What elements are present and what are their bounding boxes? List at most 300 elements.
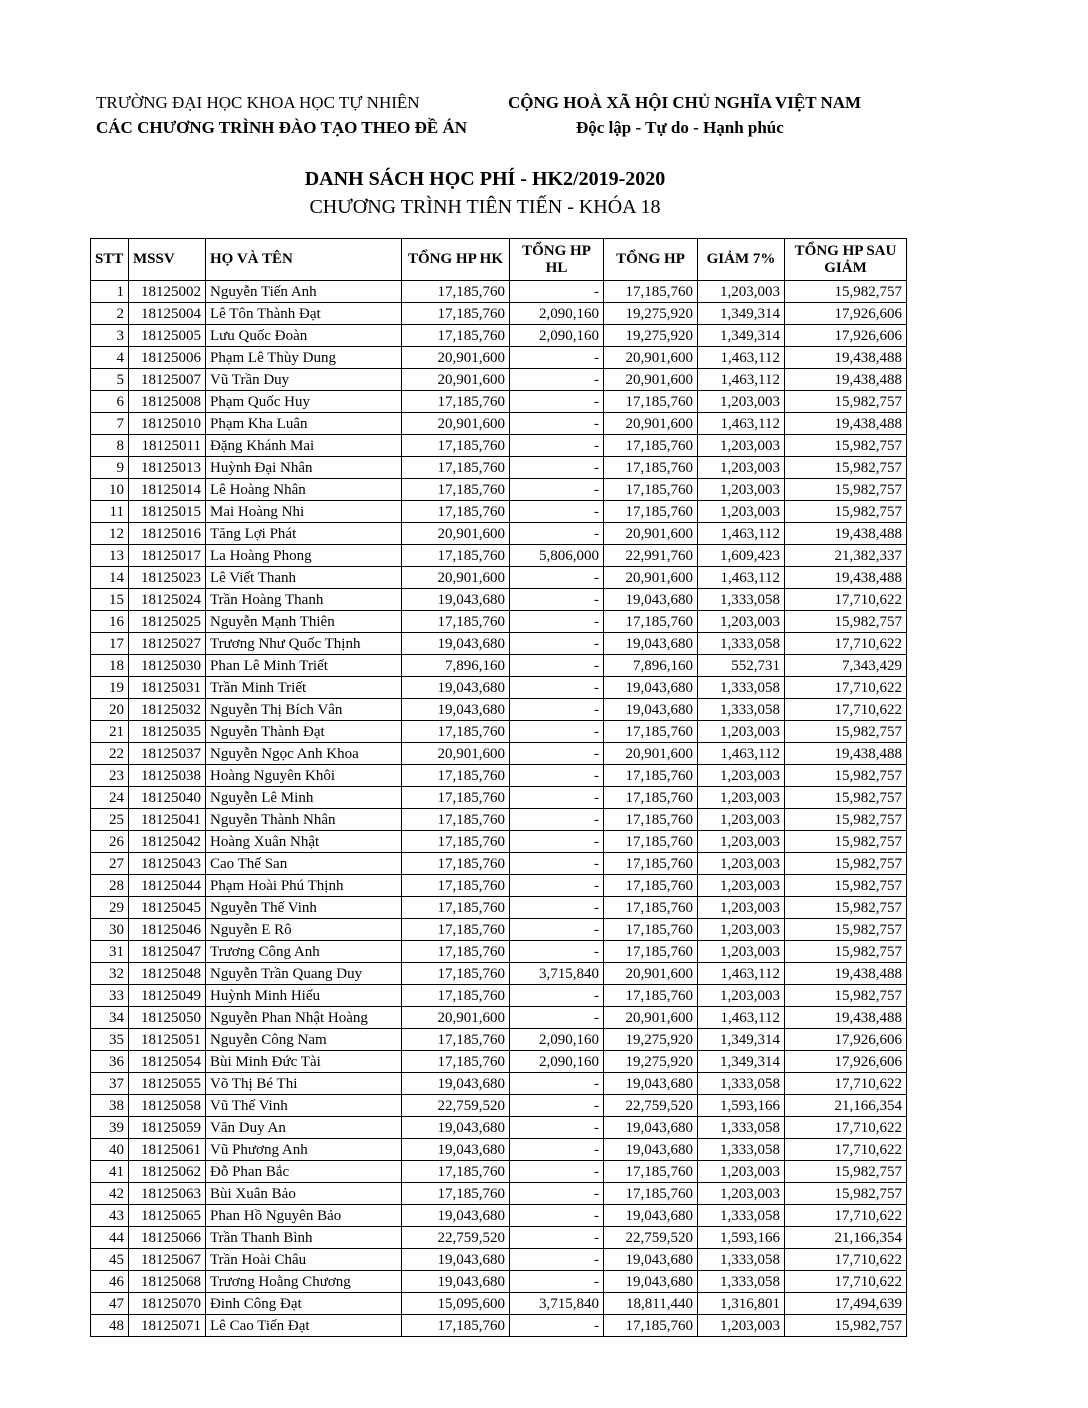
cell-tong-hp-hk: 7,896,160 [402, 655, 510, 677]
cell-mssv: 18125043 [129, 853, 206, 875]
cell-name: Bùi Minh Đức Tài [206, 1051, 402, 1073]
cell-giam: 1,333,058 [698, 1249, 785, 1271]
cell-name: Mai Hoàng Nhi [206, 501, 402, 523]
cell-tong-hp-hl: - [510, 1007, 604, 1029]
cell-name: Nguyễn Thành Nhân [206, 809, 402, 831]
cell-mssv: 18125046 [129, 919, 206, 941]
cell-stt: 43 [91, 1205, 129, 1227]
cell-tong-hp-sau-giam: 15,982,757 [785, 721, 907, 743]
cell-mssv: 18125016 [129, 523, 206, 545]
cell-tong-hp-sau-giam: 19,438,488 [785, 743, 907, 765]
cell-tong-hp: 20,901,600 [604, 1007, 698, 1029]
cell-tong-hp-sau-giam: 15,982,757 [785, 875, 907, 897]
cell-stt: 33 [91, 985, 129, 1007]
cell-stt: 47 [91, 1293, 129, 1315]
cell-tong-hp: 19,043,680 [604, 1117, 698, 1139]
cell-giam: 1,463,112 [698, 1007, 785, 1029]
cell-tong-hp-hk: 17,185,760 [402, 501, 510, 523]
cell-mssv: 18125048 [129, 963, 206, 985]
cell-tong-hp-hl: - [510, 699, 604, 721]
cell-mssv: 18125027 [129, 633, 206, 655]
cell-tong-hp-sau-giam: 15,982,757 [785, 435, 907, 457]
cell-tong-hp-hl: - [510, 1249, 604, 1271]
cell-tong-hp: 17,185,760 [604, 897, 698, 919]
cell-stt: 23 [91, 765, 129, 787]
table-row [91, 501, 907, 523]
cell-mssv: 18125067 [129, 1249, 206, 1271]
cell-giam: 1,203,003 [698, 809, 785, 831]
cell-giam: 1,463,112 [698, 963, 785, 985]
cell-mssv: 18125004 [129, 303, 206, 325]
cell-mssv: 18125024 [129, 589, 206, 611]
tuition-table [90, 238, 907, 1337]
cell-giam: 1,593,166 [698, 1095, 785, 1117]
cell-mssv: 18125063 [129, 1183, 206, 1205]
cell-giam: 1,203,003 [698, 875, 785, 897]
cell-tong-hp-sau-giam: 15,982,757 [785, 1161, 907, 1183]
cell-tong-hp: 19,275,920 [604, 1029, 698, 1051]
cell-giam: 1,203,003 [698, 985, 785, 1007]
cell-stt: 42 [91, 1183, 129, 1205]
document-subtitle: CHƯƠNG TRÌNH TIÊN TIẾN - KHÓA 18 [309, 196, 661, 218]
cell-name: Nguyễn Thế Vinh [206, 897, 402, 919]
cell-mssv: 18125005 [129, 325, 206, 347]
cell-name: Lê Tôn Thành Đạt [206, 303, 402, 325]
cell-tong-hp-hk: 19,043,680 [402, 677, 510, 699]
cell-name: Văn Duy An [206, 1117, 402, 1139]
cell-stt: 24 [91, 787, 129, 809]
cell-tong-hp-hk: 19,043,680 [402, 633, 510, 655]
cell-tong-hp: 20,901,600 [604, 567, 698, 589]
cell-name: Huỳnh Minh Hiếu [206, 985, 402, 1007]
cell-stt: 31 [91, 941, 129, 963]
header-tong-hp-sau-giam: TỔNG HP SAU GIẢM [785, 239, 907, 281]
cell-stt: 34 [91, 1007, 129, 1029]
cell-mssv: 18125013 [129, 457, 206, 479]
table-row [91, 303, 907, 325]
cell-tong-hp-hk: 20,901,600 [402, 413, 510, 435]
cell-stt: 8 [91, 435, 129, 457]
cell-giam: 1,349,314 [698, 1051, 785, 1073]
cell-tong-hp-hl: - [510, 1227, 604, 1249]
cell-tong-hp-sau-giam: 15,982,757 [785, 985, 907, 1007]
table-row [91, 435, 907, 457]
cell-tong-hp: 22,991,760 [604, 545, 698, 567]
cell-stt: 2 [91, 303, 129, 325]
cell-name: Lê Cao Tiến Đạt [206, 1315, 402, 1337]
cell-tong-hp-sau-giam: 17,710,622 [785, 1117, 907, 1139]
header-stt: STT [91, 239, 129, 281]
cell-tong-hp-sau-giam: 21,166,354 [785, 1227, 907, 1249]
cell-tong-hp: 20,901,600 [604, 413, 698, 435]
cell-tong-hp: 17,185,760 [604, 787, 698, 809]
cell-tong-hp-sau-giam: 15,982,757 [785, 501, 907, 523]
cell-giam: 1,609,423 [698, 545, 785, 567]
cell-tong-hp: 19,043,680 [604, 1139, 698, 1161]
cell-tong-hp-sau-giam: 17,926,606 [785, 303, 907, 325]
table-row [91, 1271, 907, 1293]
cell-tong-hp-sau-giam: 15,982,757 [785, 479, 907, 501]
cell-mssv: 18125008 [129, 391, 206, 413]
cell-tong-hp: 20,901,600 [604, 347, 698, 369]
cell-giam: 1,333,058 [698, 1073, 785, 1095]
cell-tong-hp-hk: 17,185,760 [402, 611, 510, 633]
cell-giam: 552,731 [698, 655, 785, 677]
program-name: CÁC CHƯƠNG TRÌNH ĐÀO TẠO THEO ĐỀ ÁN [96, 118, 468, 137]
cell-tong-hp-hl: - [510, 1139, 604, 1161]
table-row [91, 391, 907, 413]
cell-mssv: 18125037 [129, 743, 206, 765]
table-row [91, 809, 907, 831]
header-mssv: MSSV [129, 239, 206, 281]
table-row [91, 1007, 907, 1029]
table-row [91, 919, 907, 941]
cell-tong-hp: 20,901,600 [604, 963, 698, 985]
cell-mssv: 18125047 [129, 941, 206, 963]
cell-mssv: 18125025 [129, 611, 206, 633]
table-row [91, 655, 907, 677]
cell-giam: 1,333,058 [698, 1139, 785, 1161]
cell-tong-hp-hk: 17,185,760 [402, 765, 510, 787]
cell-tong-hp: 17,185,760 [604, 391, 698, 413]
cell-giam: 1,349,314 [698, 303, 785, 325]
cell-tong-hp-hl: - [510, 831, 604, 853]
cell-tong-hp-hk: 22,759,520 [402, 1227, 510, 1249]
cell-stt: 25 [91, 809, 129, 831]
cell-giam: 1,463,112 [698, 369, 785, 391]
cell-tong-hp-hk: 19,043,680 [402, 1271, 510, 1293]
table-row [91, 1227, 907, 1249]
table-row [91, 963, 907, 985]
cell-tong-hp-hl: - [510, 611, 604, 633]
cell-mssv: 18125010 [129, 413, 206, 435]
cell-tong-hp-hk: 17,185,760 [402, 787, 510, 809]
cell-stt: 10 [91, 479, 129, 501]
cell-tong-hp: 17,185,760 [604, 919, 698, 941]
cell-mssv: 18125044 [129, 875, 206, 897]
cell-giam: 1,333,058 [698, 589, 785, 611]
cell-name: Đinh Công Đạt [206, 1293, 402, 1315]
cell-tong-hp-hk: 19,043,680 [402, 1205, 510, 1227]
cell-tong-hp: 17,185,760 [604, 765, 698, 787]
cell-name: Võ Thị Bé Thi [206, 1073, 402, 1095]
cell-name: Nguyễn E Rô [206, 919, 402, 941]
cell-name: Trần Thanh Bình [206, 1227, 402, 1249]
cell-stt: 17 [91, 633, 129, 655]
cell-tong-hp-hk: 17,185,760 [402, 325, 510, 347]
cell-stt: 39 [91, 1117, 129, 1139]
cell-tong-hp-sau-giam: 19,438,488 [785, 567, 907, 589]
cell-mssv: 18125002 [129, 281, 206, 303]
cell-tong-hp-hl: - [510, 919, 604, 941]
cell-stt: 6 [91, 391, 129, 413]
cell-tong-hp-sau-giam: 19,438,488 [785, 523, 907, 545]
cell-name: Nguyễn Trần Quang Duy [206, 963, 402, 985]
cell-stt: 32 [91, 963, 129, 985]
cell-giam: 1,203,003 [698, 1161, 785, 1183]
cell-tong-hp: 18,811,440 [604, 1293, 698, 1315]
table-row [91, 1073, 907, 1095]
header-name: HỌ VÀ TÊN [206, 239, 402, 281]
cell-name: Nguyễn Thị Bích Vân [206, 699, 402, 721]
cell-giam: 1,333,058 [698, 677, 785, 699]
cell-name: Nguyễn Ngọc Anh Khoa [206, 743, 402, 765]
cell-tong-hp: 22,759,520 [604, 1095, 698, 1117]
cell-mssv: 18125038 [129, 765, 206, 787]
cell-tong-hp: 19,275,920 [604, 303, 698, 325]
header-giam: GIẢM 7% [698, 239, 785, 281]
header-tong-hp: TỔNG HP [604, 239, 698, 281]
cell-stt: 3 [91, 325, 129, 347]
cell-tong-hp-hk: 19,043,680 [402, 1117, 510, 1139]
cell-giam: 1,593,166 [698, 1227, 785, 1249]
cell-giam: 1,203,003 [698, 853, 785, 875]
cell-tong-hp-hl: 5,806,000 [510, 545, 604, 567]
table-row [91, 281, 907, 303]
cell-tong-hp: 19,275,920 [604, 1051, 698, 1073]
table-row [91, 589, 907, 611]
cell-stt: 28 [91, 875, 129, 897]
cell-stt: 35 [91, 1029, 129, 1051]
cell-stt: 20 [91, 699, 129, 721]
cell-tong-hp-sau-giam: 19,438,488 [785, 347, 907, 369]
cell-name: Trần Hoài Châu [206, 1249, 402, 1271]
cell-tong-hp-hl: - [510, 347, 604, 369]
cell-giam: 1,463,112 [698, 413, 785, 435]
cell-name: Nguyễn Công Nam [206, 1029, 402, 1051]
cell-tong-hp: 7,896,160 [604, 655, 698, 677]
cell-tong-hp: 19,043,680 [604, 1271, 698, 1293]
cell-tong-hp-sau-giam: 15,982,757 [785, 853, 907, 875]
cell-giam: 1,333,058 [698, 633, 785, 655]
cell-tong-hp: 20,901,600 [604, 743, 698, 765]
header-tong-hp-hl: TỔNG HP HL [510, 239, 604, 281]
cell-tong-hp-sau-giam: 15,982,757 [785, 281, 907, 303]
table-row [91, 743, 907, 765]
table-row [91, 545, 907, 567]
cell-giam: 1,463,112 [698, 567, 785, 589]
cell-mssv: 18125023 [129, 567, 206, 589]
cell-tong-hp: 17,185,760 [604, 985, 698, 1007]
cell-name: Phạm Hoài Phú Thịnh [206, 875, 402, 897]
cell-tong-hp-hk: 20,901,600 [402, 369, 510, 391]
cell-tong-hp-hl: - [510, 479, 604, 501]
table-row [91, 1161, 907, 1183]
cell-tong-hp: 17,185,760 [604, 1315, 698, 1337]
cell-name: Đỗ Phan Bắc [206, 1161, 402, 1183]
cell-tong-hp-hl: - [510, 1315, 604, 1337]
cell-stt: 19 [91, 677, 129, 699]
cell-tong-hp-hl: 2,090,160 [510, 1051, 604, 1073]
cell-tong-hp-sau-giam: 17,710,622 [785, 1073, 907, 1095]
cell-stt: 16 [91, 611, 129, 633]
cell-tong-hp: 17,185,760 [604, 457, 698, 479]
cell-tong-hp-hl: - [510, 391, 604, 413]
table-row [91, 369, 907, 391]
cell-mssv: 18125007 [129, 369, 206, 391]
cell-mssv: 18125068 [129, 1271, 206, 1293]
cell-tong-hp: 19,275,920 [604, 325, 698, 347]
cell-name: Phạm Kha Luân [206, 413, 402, 435]
cell-tong-hp-hl: - [510, 1183, 604, 1205]
cell-tong-hp-hk: 17,185,760 [402, 303, 510, 325]
cell-giam: 1,203,003 [698, 281, 785, 303]
table-row [91, 831, 907, 853]
table-row [91, 567, 907, 589]
table-row [91, 633, 907, 655]
cell-tong-hp-hl: - [510, 1095, 604, 1117]
cell-tong-hp-hl: - [510, 1271, 604, 1293]
cell-tong-hp: 19,043,680 [604, 589, 698, 611]
cell-stt: 44 [91, 1227, 129, 1249]
cell-tong-hp-hl: - [510, 281, 604, 303]
cell-tong-hp-sau-giam: 17,710,622 [785, 1271, 907, 1293]
cell-stt: 26 [91, 831, 129, 853]
cell-tong-hp-sau-giam: 17,710,622 [785, 589, 907, 611]
cell-mssv: 18125045 [129, 897, 206, 919]
cell-giam: 1,203,003 [698, 479, 785, 501]
university-name: TRƯỜNG ĐẠI HỌC KHOA HỌC TỰ NHIÊN [96, 93, 420, 112]
cell-tong-hp-hk: 22,759,520 [402, 1095, 510, 1117]
cell-stt: 38 [91, 1095, 129, 1117]
table-row [91, 941, 907, 963]
cell-tong-hp-sau-giam: 21,166,354 [785, 1095, 907, 1117]
cell-mssv: 18125062 [129, 1161, 206, 1183]
cell-name: Lưu Quốc Đoàn [206, 325, 402, 347]
motto: Độc lập - Tự do - Hạnh phúc [576, 118, 784, 137]
table-row [91, 325, 907, 347]
cell-stt: 13 [91, 545, 129, 567]
table-row [91, 611, 907, 633]
cell-tong-hp-hk: 19,043,680 [402, 589, 510, 611]
cell-stt: 46 [91, 1271, 129, 1293]
cell-tong-hp-sau-giam: 19,438,488 [785, 413, 907, 435]
cell-tong-hp: 17,185,760 [604, 611, 698, 633]
cell-stt: 48 [91, 1315, 129, 1337]
cell-mssv: 18125035 [129, 721, 206, 743]
cell-tong-hp-hl: - [510, 787, 604, 809]
cell-tong-hp-hk: 20,901,600 [402, 1007, 510, 1029]
header-tong-hp-hk: TỔNG HP HK [402, 239, 510, 281]
cell-giam: 1,463,112 [698, 347, 785, 369]
cell-mssv: 18125011 [129, 435, 206, 457]
cell-tong-hp-hl: - [510, 567, 604, 589]
cell-mssv: 18125071 [129, 1315, 206, 1337]
cell-tong-hp-hl: - [510, 369, 604, 391]
cell-tong-hp: 22,759,520 [604, 1227, 698, 1249]
cell-giam: 1,349,314 [698, 1029, 785, 1051]
cell-giam: 1,463,112 [698, 743, 785, 765]
cell-mssv: 18125017 [129, 545, 206, 567]
cell-giam: 1,203,003 [698, 765, 785, 787]
cell-mssv: 18125055 [129, 1073, 206, 1095]
cell-tong-hp-sau-giam: 17,710,622 [785, 1139, 907, 1161]
cell-tong-hp-hl: - [510, 633, 604, 655]
document-title: DANH SÁCH HỌC PHÍ - HK2/2019-2020 [304, 168, 666, 190]
cell-tong-hp: 17,185,760 [604, 853, 698, 875]
cell-tong-hp-hk: 19,043,680 [402, 1073, 510, 1095]
cell-stt: 27 [91, 853, 129, 875]
cell-stt: 5 [91, 369, 129, 391]
cell-tong-hp-sau-giam: 19,438,488 [785, 963, 907, 985]
cell-name: Vũ Trần Duy [206, 369, 402, 391]
cell-stt: 22 [91, 743, 129, 765]
cell-tong-hp-sau-giam: 15,982,757 [785, 391, 907, 413]
cell-tong-hp: 17,185,760 [604, 1183, 698, 1205]
cell-tong-hp: 17,185,760 [604, 435, 698, 457]
cell-tong-hp-sau-giam: 21,382,337 [785, 545, 907, 567]
cell-tong-hp: 19,043,680 [604, 633, 698, 655]
cell-tong-hp-hk: 17,185,760 [402, 721, 510, 743]
cell-tong-hp: 17,185,760 [604, 831, 698, 853]
cell-tong-hp: 19,043,680 [604, 677, 698, 699]
cell-mssv: 18125015 [129, 501, 206, 523]
cell-stt: 15 [91, 589, 129, 611]
cell-name: Đặng Khánh Mai [206, 435, 402, 457]
cell-tong-hp: 17,185,760 [604, 479, 698, 501]
cell-tong-hp: 19,043,680 [604, 1249, 698, 1271]
cell-mssv: 18125059 [129, 1117, 206, 1139]
cell-tong-hp-sau-giam: 17,926,606 [785, 325, 907, 347]
cell-tong-hp-hk: 19,043,680 [402, 699, 510, 721]
cell-stt: 18 [91, 655, 129, 677]
table-row [91, 347, 907, 369]
cell-tong-hp-sau-giam: 17,710,622 [785, 1249, 907, 1271]
cell-tong-hp-hl: - [510, 413, 604, 435]
cell-tong-hp-hk: 17,185,760 [402, 919, 510, 941]
cell-giam: 1,333,058 [698, 1205, 785, 1227]
table-row [91, 677, 907, 699]
cell-tong-hp-hk: 17,185,760 [402, 435, 510, 457]
cell-name: Phan Lê Minh Triết [206, 655, 402, 677]
country-name: CỘNG HOÀ XÃ HỘI CHỦ NGHĨA VIỆT NAM [508, 93, 862, 112]
cell-tong-hp: 19,043,680 [604, 699, 698, 721]
cell-name: Nguyễn Mạnh Thiên [206, 611, 402, 633]
cell-giam: 1,203,003 [698, 1315, 785, 1337]
cell-tong-hp: 17,185,760 [604, 1161, 698, 1183]
cell-tong-hp: 17,185,760 [604, 875, 698, 897]
cell-tong-hp-hl: - [510, 655, 604, 677]
cell-tong-hp-hk: 17,185,760 [402, 963, 510, 985]
cell-tong-hp-hl: - [510, 1161, 604, 1183]
cell-giam: 1,203,003 [698, 457, 785, 479]
cell-tong-hp-hk: 17,185,760 [402, 809, 510, 831]
table-row [91, 1051, 907, 1073]
cell-tong-hp-hl: 3,715,840 [510, 963, 604, 985]
cell-name: Vũ Thế Vinh [206, 1095, 402, 1117]
cell-tong-hp-hl: - [510, 1205, 604, 1227]
cell-giam: 1,203,003 [698, 611, 785, 633]
cell-stt: 7 [91, 413, 129, 435]
cell-stt: 37 [91, 1073, 129, 1095]
cell-tong-hp-hl: 2,090,160 [510, 325, 604, 347]
cell-name: Phan Hồ Nguyên Bảo [206, 1205, 402, 1227]
cell-tong-hp-hk: 17,185,760 [402, 1161, 510, 1183]
cell-tong-hp: 19,043,680 [604, 1205, 698, 1227]
cell-mssv: 18125041 [129, 809, 206, 831]
cell-stt: 41 [91, 1161, 129, 1183]
cell-tong-hp-sau-giam: 19,438,488 [785, 1007, 907, 1029]
cell-tong-hp-hk: 17,185,760 [402, 1051, 510, 1073]
cell-mssv: 18125050 [129, 1007, 206, 1029]
cell-tong-hp-hl: - [510, 1117, 604, 1139]
cell-name: Hoàng Xuân Nhật [206, 831, 402, 853]
cell-tong-hp-hk: 15,095,600 [402, 1293, 510, 1315]
cell-name: Tăng Lợi Phát [206, 523, 402, 545]
cell-tong-hp-hl: - [510, 721, 604, 743]
cell-tong-hp: 17,185,760 [604, 501, 698, 523]
table-header-row [91, 239, 907, 281]
